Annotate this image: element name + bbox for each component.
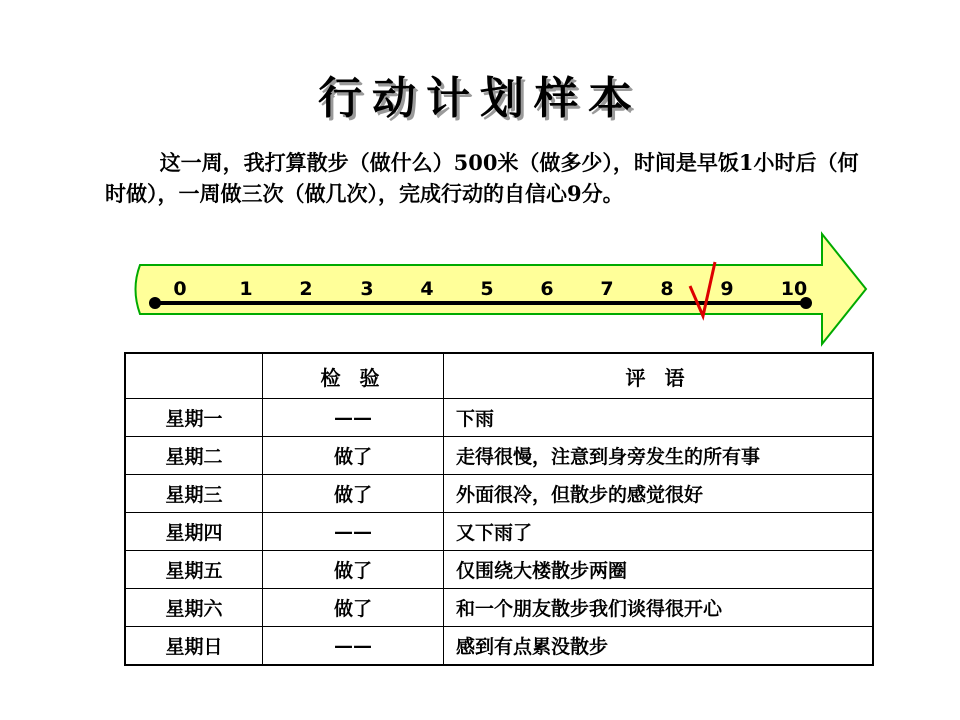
check-cell: —— [263, 627, 444, 666]
check-cell: 做了 [263, 475, 444, 513]
comment-cell: 又下雨了 [444, 513, 874, 551]
scale-tick-label: 4 [420, 278, 434, 300]
check-cell: 做了 [263, 551, 444, 589]
check-cell: 做了 [263, 589, 444, 627]
table-row [125, 399, 873, 437]
day-cell: 星期二 [125, 437, 263, 475]
scale-start-dot [149, 297, 161, 309]
day-cell: 星期日 [125, 627, 263, 666]
table-row [125, 475, 873, 513]
scale-tick-label: 10 [780, 278, 808, 300]
scale-tick-label: 2 [299, 278, 313, 300]
check-cell: —— [263, 399, 444, 437]
table-row [125, 551, 873, 589]
comment-cell: 和一个朋友散步我们谈得很开心 [444, 589, 874, 627]
scale-tick-label: 8 [660, 278, 674, 300]
check-cell: —— [263, 513, 444, 551]
scale-tick-label: 5 [480, 278, 494, 300]
scale-tick-label: 7 [600, 278, 614, 300]
header-day [125, 353, 263, 399]
scale-tick-label: 6 [540, 278, 554, 300]
comment-cell: 仅围绕大楼散步两圈 [444, 551, 874, 589]
table-row [125, 627, 873, 666]
table-row [125, 589, 873, 627]
day-cell: 星期三 [125, 475, 263, 513]
table-header-row [125, 353, 873, 399]
header-comment: 评 语 [444, 353, 874, 399]
day-cell: 星期六 [125, 589, 263, 627]
comment-cell: 下雨 [444, 399, 874, 437]
scale-tick-label: 1 [239, 278, 253, 300]
day-cell: 星期一 [125, 399, 263, 437]
comment-cell: 感到有点累没散步 [444, 627, 874, 666]
header-check: 检 验 [263, 353, 444, 399]
plan-paragraph: 这一周，我打算散步（做什么）500米（做多少），时间是早饭1小时后（何时做），一周做三次（做几次），完成行动的自信心9分。 [105, 150, 859, 206]
scale-tick-label: 0 [173, 278, 187, 300]
day-cell: 星期五 [125, 551, 263, 589]
practice-log-table [124, 352, 874, 666]
check-cell: 做了 [263, 437, 444, 475]
comment-cell: 走得很慢，注意到身旁发生的所有事 [444, 437, 874, 475]
comment-cell: 外面很冷，但散步的感觉很好 [444, 475, 874, 513]
scale-tick-label: 9 [720, 278, 734, 300]
slide-title: 行动计划样本 [318, 73, 642, 124]
scale-tick-label: 3 [360, 278, 374, 300]
table-row [125, 513, 873, 551]
table-row [125, 437, 873, 475]
day-cell: 星期四 [125, 513, 263, 551]
